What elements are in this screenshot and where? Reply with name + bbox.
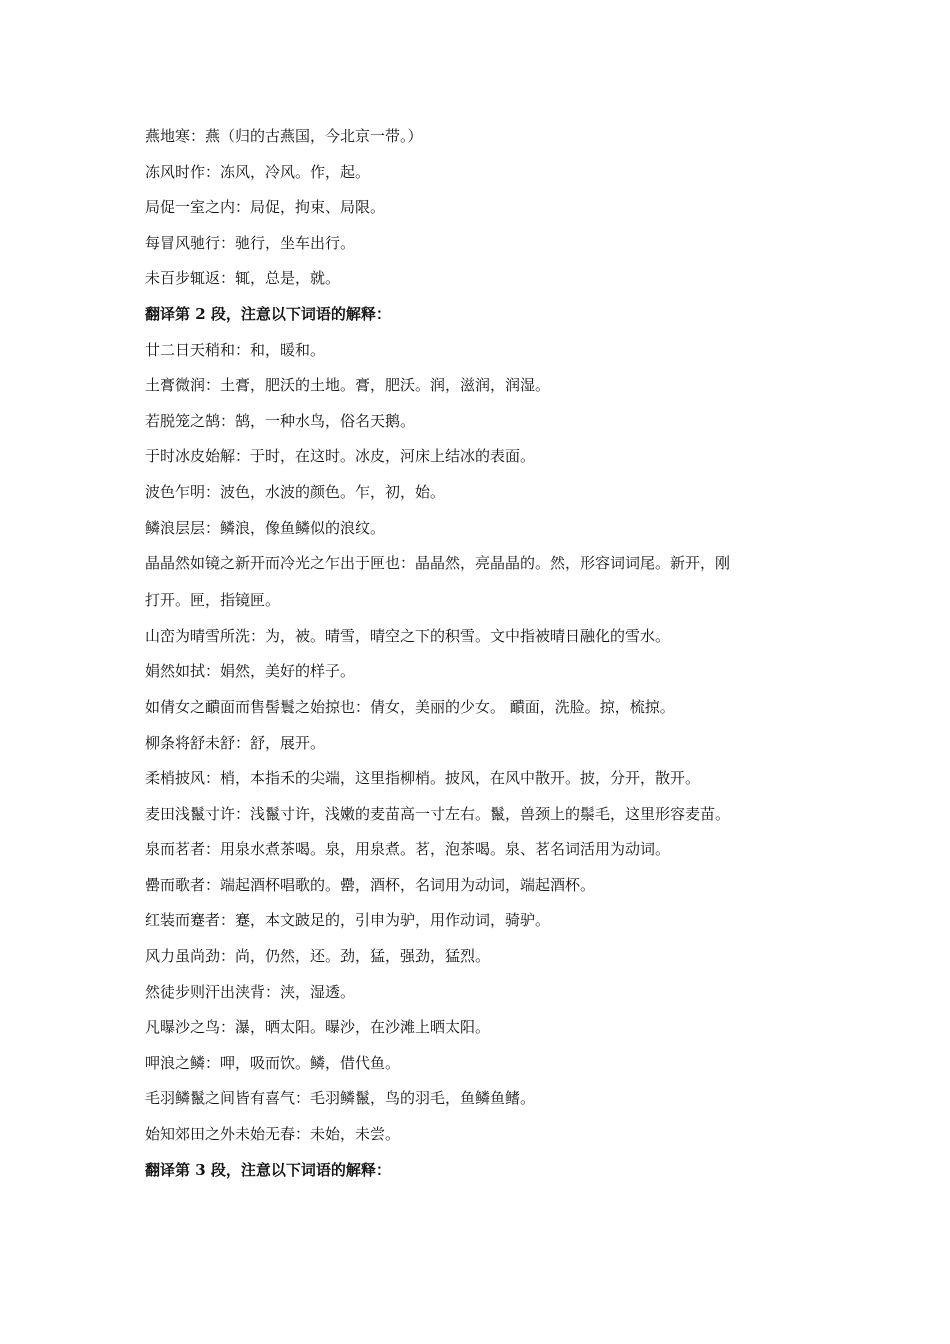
vocab-entry: 土膏微润：土膏，肥沃的土地。膏，肥沃。润，滋润，润湿。 bbox=[145, 376, 551, 395]
vocab-entry: 柔梢披风：梢，本指禾的尖端，这里指柳梢。披风，在风中散开。披，分开，散开。 bbox=[145, 769, 701, 788]
vocab-entry: 如倩女之靧面而售髻鬟之始掠也：倩女，美丽的少女。 靧面，洗脸。掠，梳掠。 bbox=[145, 697, 675, 716]
vocab-entry: 凡曝沙之鸟：瀑，晒太阳。曝沙，在沙滩上晒太阳。 bbox=[145, 1018, 491, 1037]
vocab-entry: 局促一室之内：局促，拘束、局限。 bbox=[145, 198, 386, 217]
vocab-entry: 泉而茗者：用泉水煮茶喝。泉，用泉煮。茗，泡茶喝。泉、茗名词活用为动词。 bbox=[145, 840, 671, 859]
vocab-entry: 风力虽尚劲：尚，仍然，还。劲，猛，强劲，猛烈。 bbox=[145, 947, 491, 966]
section-heading: 翻译第 3 段，注意以下词语的解释： bbox=[145, 1160, 391, 1179]
vocab-entry: 未百步辄返：辄，总是，就。 bbox=[145, 269, 341, 288]
vocab-entry: 然徒步则汗出浃背：浃，湿透。 bbox=[145, 982, 356, 1001]
vocab-entry: 柳条将舒未舒：舒，展开。 bbox=[145, 733, 326, 752]
vocab-entry: 每冒风驰行：驰行，坐车出行。 bbox=[145, 233, 356, 252]
vocab-entry: 廿二日天稍和：和，暖和。 bbox=[145, 340, 326, 359]
vocab-entry: 若脱笼之鹄：鹄，一种水鸟，俗名天鹅。 bbox=[145, 411, 416, 430]
vocab-entry: 麦田浅鬣寸许：浅鬣寸许，浅嫩的麦苗高一寸左右。鬣，兽颈上的鬃毛，这里形容麦苗。 bbox=[145, 804, 731, 823]
vocab-entry: 燕地寒：燕（归的古燕国，今北京一带。） bbox=[145, 127, 423, 145]
vocab-entry: 呷浪之鳞：呷，吸而饮。鳞，借代鱼。 bbox=[145, 1053, 401, 1072]
vocab-entry: 鳞浪层层：鳞浪，像鱼鳞似的浪纹。 bbox=[145, 518, 386, 537]
vocab-entry-continuation: 打开。匣，指镜匣。 bbox=[145, 591, 281, 610]
vocab-entry: 冻风时作：冻风，冷风。作，起。 bbox=[145, 162, 371, 181]
vocab-entry: 毛羽鳞鬣之间皆有喜气：毛羽鳞鬣，鸟的羽毛，鱼鳞鱼鳍。 bbox=[145, 1089, 536, 1108]
vocab-entry: 始知郊田之外未始无春：未始，未尝。 bbox=[145, 1125, 401, 1144]
vocab-entry: 晶晶然如镜之新开而冷光之乍出于匣也：晶晶然，亮晶晶的。然，形容词词尾。新开，刚 bbox=[145, 554, 731, 573]
vocab-entry: 于时冰皮始解：于时，在这时。冰皮，河床上结冰的表面。 bbox=[145, 447, 536, 466]
vocab-entry: 波色乍明：波色，水波的颜色。乍，初，始。 bbox=[145, 482, 446, 501]
vocab-entry: 罍而歌者：端起酒杯唱歌的。罍，酒杯，名词用为动词，端起酒杯。 bbox=[145, 875, 596, 894]
vocab-entry: 娟然如拭：娟然，美好的样子。 bbox=[145, 662, 356, 681]
section-heading: 翻译第 2 段，注意以下词语的解释： bbox=[145, 304, 391, 323]
vocab-entry: 山峦为晴雪所洗：为，被。晴雪，晴空之下的积雪。文中指被晴日融化的雪水。 bbox=[145, 626, 671, 645]
vocab-entry: 红装而蹇者：蹇，本文跛足的，引申为驴，用作动词，骑驴。 bbox=[145, 911, 551, 930]
document-page bbox=[145, 124, 825, 1193]
